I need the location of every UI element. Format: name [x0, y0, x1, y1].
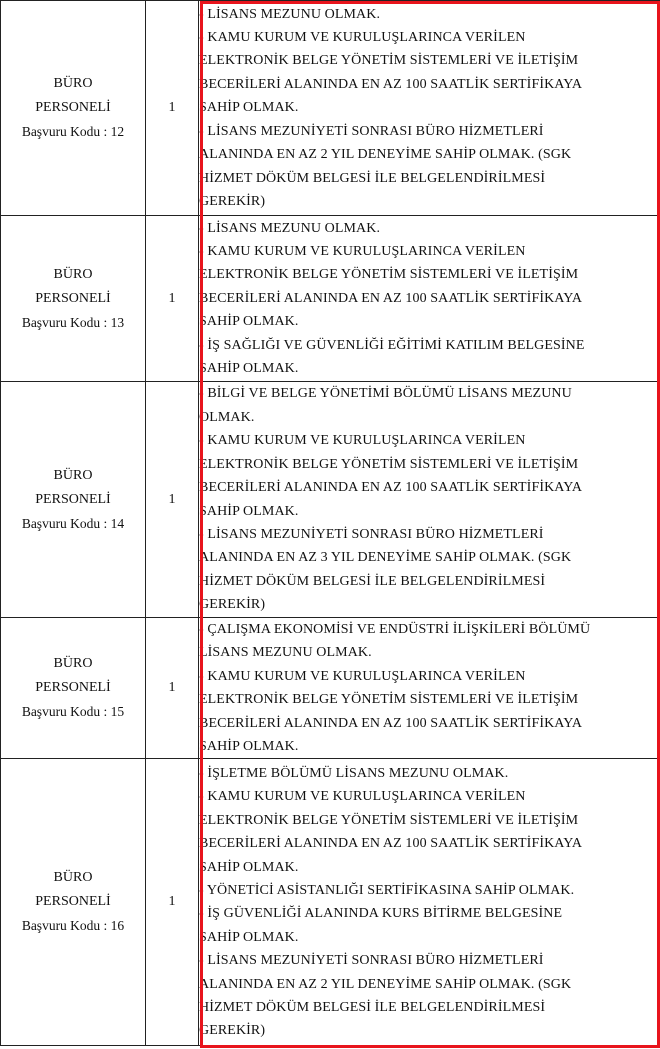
position-count-cell: 1 [146, 759, 199, 1046]
requirement-line: - KAMU KURUM VE KURULUŞLARINCA VERİLEN [199, 30, 526, 46]
requirement-line: BECERİLERİ ALANINDA EN AZ 100 SAATLİK SERTİFİKAYA [199, 290, 583, 306]
requirement-line: SAHİP OLMAK. [199, 100, 299, 116]
position-title-cell [1, 382, 146, 618]
requirement-line: HİZMET DÖKÜM BELGESİ İLE BELGELENDİRİLMESİ [199, 170, 546, 186]
application-code: Başvuru Kodu : 13 [21, 314, 125, 330]
application-code: Başvuru Kodu : 14 [21, 515, 125, 531]
requirement-line: - YÖNETİCİ ASİSTANLIĞI SERTİFİKASINA SAHİP OLMAK. [199, 883, 575, 899]
requirement-line: GEREKİR) [199, 193, 266, 209]
requirements-cell [199, 759, 660, 1046]
requirement-line: GEREKİR) [199, 597, 266, 613]
requirement-line: - KAMU KURUM VE KURULUŞLARINCA VERİLEN [199, 789, 526, 805]
table-row [1, 759, 660, 1046]
requirement-line: HİZMET DÖKÜM BELGESİ İLE BELGELENDİRİLMESİ [199, 1000, 546, 1016]
position-title-line: PERSONELİ [35, 680, 111, 696]
position-title-cell [1, 618, 146, 759]
requirement-line: - LİSANS MEZUNU OLMAK. [199, 220, 381, 236]
requirement-line: ELEKTRONİK BELGE YÖNETİM SİSTEMLERİ VE İLETİŞİM [199, 692, 579, 708]
position-title-line: BÜRO [53, 870, 93, 886]
table-row [1, 382, 660, 618]
position-title-line: BÜRO [53, 76, 93, 91]
requirement-line: - LİSANS MEZUNU OLMAK. [199, 6, 381, 22]
requirement-line: - İŞ SAĞLIĞI VE GÜVENLİĞİ EĞİTİMİ KATILIM BELGESİNE [199, 337, 585, 353]
requirement-line: ELEKTRONİK BELGE YÖNETİM SİSTEMLERİ VE İLETİŞİM [199, 267, 579, 283]
position-title-cell [1, 1, 146, 216]
table-row [1, 1, 660, 216]
requirement-line: ELEKTRONİK BELGE YÖNETİM SİSTEMLERİ VE İLETİŞİM [199, 812, 579, 828]
requirement-line: - BİLGİ VE BELGE YÖNETİMİ BÖLÜMÜ LİSANS MEZUNU [199, 386, 572, 402]
requirement-line: OLMAK. [199, 409, 255, 425]
requirement-line: - KAMU KURUM VE KURULUŞLARINCA VERİLEN [199, 668, 526, 684]
requirement-line: - KAMU KURUM VE KURULUŞLARINCA VERİLEN [199, 433, 526, 449]
requirement-line: BECERİLERİ ALANINDA EN AZ 100 SAATLİK SERTİFİKAYA [199, 480, 583, 496]
requirement-line: BECERİLERİ ALANINDA EN AZ 100 SAATLİK SERTİFİKAYA [199, 836, 583, 852]
requirements-cell [199, 618, 660, 759]
position-title-line: PERSONELİ [35, 100, 111, 115]
requirement-line: - İŞLETME BÖLÜMÜ LİSANS MEZUNU OLMAK. [199, 766, 509, 781]
position-count-cell: 1 [146, 382, 199, 618]
requirement-line: LİSANS MEZUNU OLMAK. [199, 645, 372, 661]
position-title-line: PERSONELİ [35, 894, 111, 910]
application-code: Başvuru Kodu : 15 [21, 704, 125, 720]
position-count-cell: 1 [146, 1, 199, 216]
requirement-line: ELEKTRONİK BELGE YÖNETİM SİSTEMLERİ VE İLETİŞİM [199, 53, 579, 69]
position-count-cell: 1 [146, 216, 199, 382]
position-title-line: BÜRO [53, 656, 93, 672]
requirements-cell [199, 382, 660, 618]
requirement-line: SAHİP OLMAK. [199, 739, 299, 755]
position-title-cell [1, 216, 146, 382]
position-title-line: BÜRO [53, 266, 93, 282]
requirement-line: - ÇALIŞMA EKONOMİSİ VE ENDÜSTRİ İLİŞKİLERİ BÖLÜMÜ [199, 622, 591, 637]
requirement-line: BECERİLERİ ALANINDA EN AZ 100 SAATLİK SERTİFİKAYA [199, 715, 583, 731]
table-row [1, 216, 660, 382]
position-title-line: BÜRO [53, 467, 93, 483]
position-title-cell [1, 759, 146, 1046]
requirement-line: ELEKTRONİK BELGE YÖNETİM SİSTEMLERİ VE İLETİŞİM [199, 456, 579, 472]
application-code: Başvuru Kodu : 16 [21, 918, 125, 934]
table-body [1, 1, 660, 1046]
requirement-line: SAHİP OLMAK. [199, 361, 299, 377]
requirement-line: SAHİP OLMAK. [199, 859, 299, 875]
requirements-cell [199, 1, 660, 216]
position-count-cell: 1 [146, 618, 199, 759]
position-title-line: PERSONELİ [35, 491, 111, 507]
requirement-line: ALANINDA EN AZ 2 YIL DENEYİME SAHİP OLMAK. (SGK [199, 147, 572, 163]
table-row [1, 618, 660, 759]
requirements-cell [199, 216, 660, 382]
requirement-line: SAHİP OLMAK. [199, 929, 299, 945]
requirement-line: - LİSANS MEZUNİYETİ SONRASI BÜRO HİZMETLERİ [199, 953, 544, 969]
requirement-line: HİZMET DÖKÜM BELGESİ İLE BELGELENDİRİLMESİ [199, 573, 546, 589]
requirement-line: - KAMU KURUM VE KURULUŞLARINCA VERİLEN [199, 243, 526, 259]
requirement-line: SAHİP OLMAK. [199, 503, 299, 519]
requirement-line: - İŞ GÜVENLİĞİ ALANINDA KURS BİTİRME BELGESİNE [199, 906, 563, 922]
position-title-line: PERSONELİ [35, 290, 111, 306]
requirement-line: - LİSANS MEZUNİYETİ SONRASI BÜRO HİZMETLERİ [199, 526, 544, 542]
requirement-line: GEREKİR) [199, 1023, 266, 1039]
application-code: Başvuru Kodu : 12 [21, 124, 125, 139]
requirement-line: ALANINDA EN AZ 3 YIL DENEYİME SAHİP OLMAK. (SGK [199, 550, 572, 566]
requirement-line: - LİSANS MEZUNİYETİ SONRASI BÜRO HİZMETLERİ [199, 123, 544, 139]
requirement-line: SAHİP OLMAK. [199, 314, 299, 330]
requirement-line: ALANINDA EN AZ 2 YIL DENEYİME SAHİP OLMAK. (SGK [199, 976, 572, 992]
requirement-line: BECERİLERİ ALANINDA EN AZ 100 SAATLİK SERTİFİKAYA [199, 76, 583, 92]
